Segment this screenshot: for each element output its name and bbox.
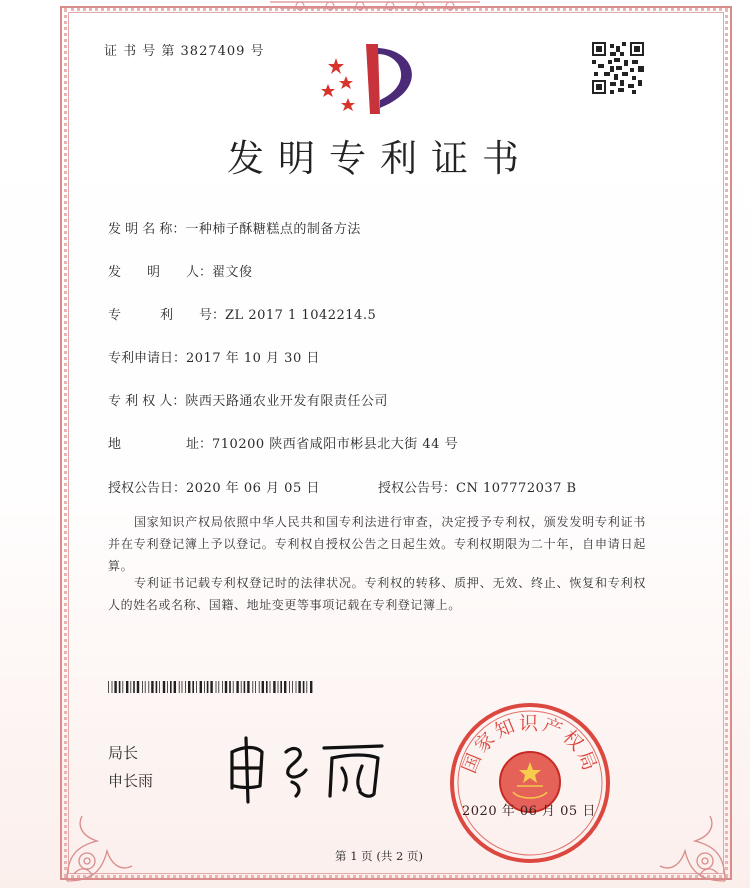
- field-inventor: [108, 261, 253, 280]
- field-label: 授权公告号：: [378, 481, 457, 496]
- field-value: 710200 陕西省咸阳市彬县北大街 44 号: [212, 437, 459, 452]
- field-grant-announcement-date: [108, 477, 320, 496]
- certificate-number: 证 书 号 第 3827409 号: [104, 44, 265, 59]
- field-label: 专利申请日：: [108, 351, 187, 366]
- field-value: 翟文俊: [212, 265, 253, 280]
- field-label: 专 利 号：: [108, 308, 226, 323]
- barcode-icon: [108, 681, 316, 693]
- field-value: 一种柿子酥糖糕点的制备方法: [185, 222, 361, 237]
- official-seal-icon: [447, 700, 613, 866]
- field-label: 发 明 人：: [108, 265, 213, 280]
- field-value: 2020 年 06 月 05 日: [186, 481, 320, 496]
- director-signature-icon: [222, 730, 392, 805]
- field-label: 授权公告日：: [108, 481, 187, 496]
- qr-code-icon: [592, 42, 644, 94]
- top-ornament-icon: [270, 0, 480, 14]
- field-label: 发 明 名 称：: [108, 222, 186, 237]
- field-grant-announcement-number: [378, 477, 577, 496]
- page-number: 第 1 页 (共 2 页): [335, 849, 423, 863]
- patent-office-logo-icon: [318, 40, 428, 118]
- field-value: CN 107772037 B: [456, 481, 577, 496]
- field-application-date: [108, 347, 320, 366]
- field-label: 地 址：: [108, 437, 213, 452]
- field-address: [108, 433, 458, 452]
- field-value: 2017 年 10 月 30 日: [186, 351, 320, 366]
- field-invention-name: [108, 218, 361, 237]
- field-label: 专 利 权 人：: [108, 394, 186, 409]
- statement-paragraph-1: 国家知识产权局依照中华人民共和国专利法进行审查，决定授予专利权，颁发发明专利证书并在专利登记簿上予以登记。专利权自授权公告之日起生效。专利权期限为二十年，自申请日起算。: [108, 515, 646, 573]
- statement-paragraph-2: 专利证书记载专利权登记时的法律状况。专利权的转移、质押、无效、终止、恢复和专利权人的姓名或名称、国籍、地址变更等事项记载在专利登记簿上。: [108, 576, 646, 612]
- bottom-right-corner-ornament-icon: [640, 796, 730, 886]
- certificate-title: 发明专利证书: [227, 137, 533, 180]
- bottom-left-corner-ornament-icon: [62, 796, 152, 886]
- field-patentee: [108, 390, 388, 409]
- seal-date: 2020 年 06 月 05 日: [462, 804, 596, 819]
- field-value: 陕西天路通农业开发有限责任公司: [185, 394, 388, 409]
- field-patent-number: [108, 304, 376, 323]
- director-name: 申长雨: [108, 772, 154, 790]
- field-value: ZL 2017 1 1042214.5: [225, 308, 377, 323]
- svg-text:国家知识产权局: 国家知识产权局: [458, 712, 602, 777]
- director-title: 局长: [108, 744, 139, 762]
